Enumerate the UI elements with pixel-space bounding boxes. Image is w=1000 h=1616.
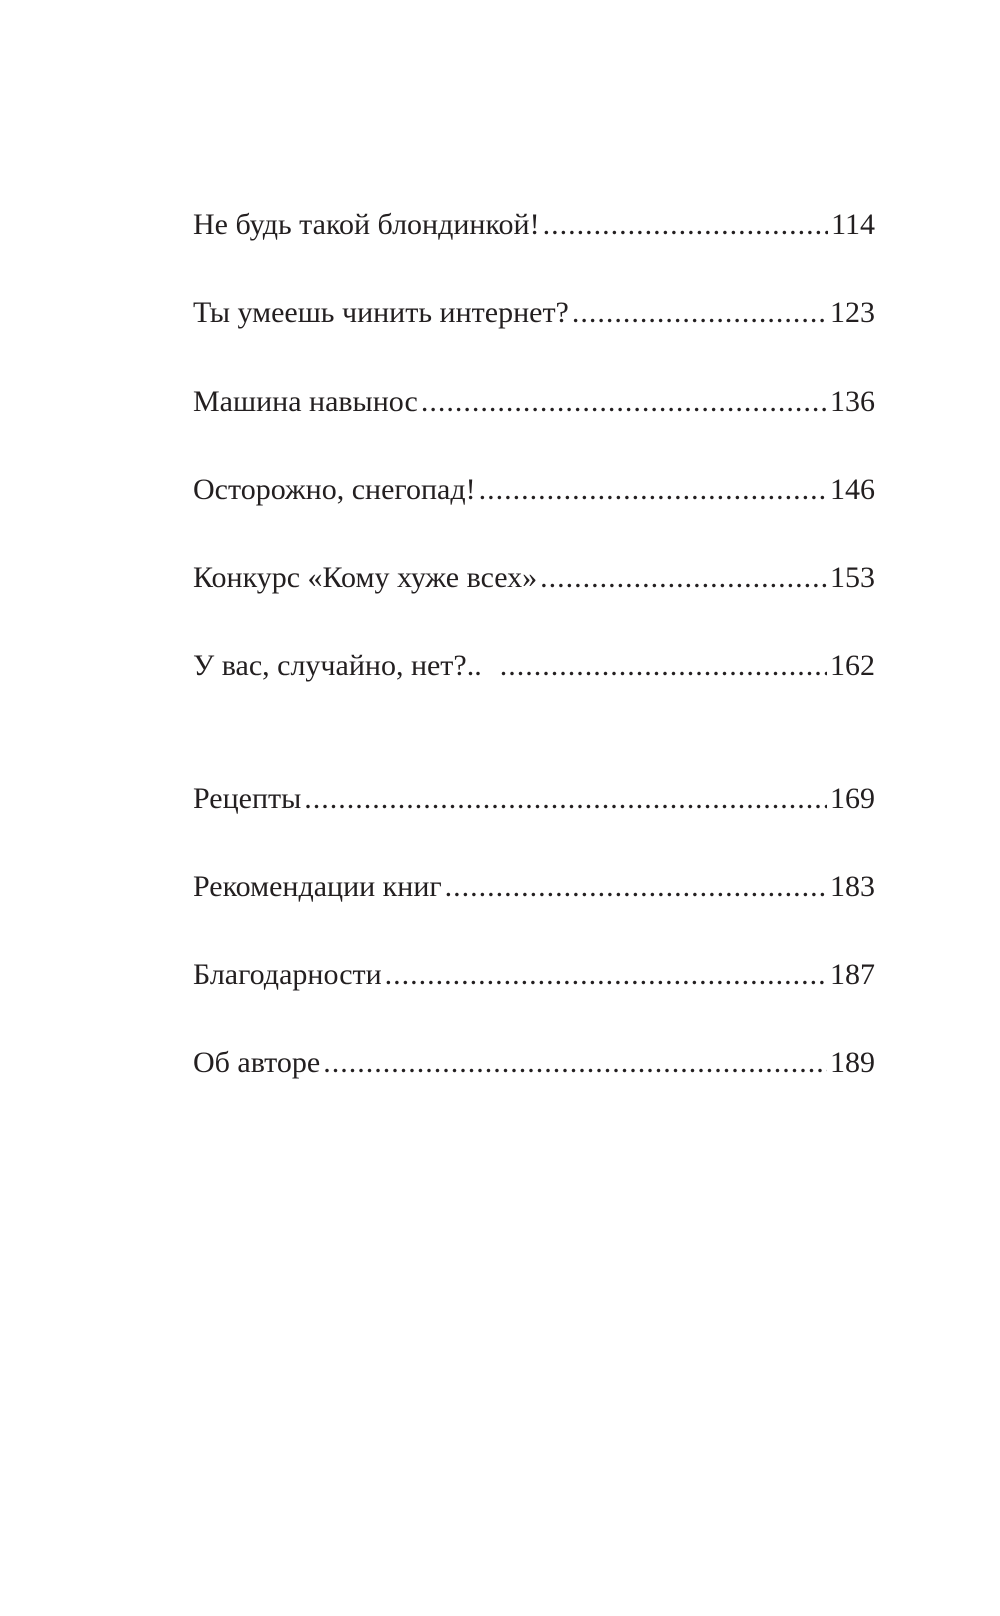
toc-entry-title: Ты умеешь чинить интернет? xyxy=(193,296,569,329)
toc-entry-page: 114 xyxy=(831,208,875,241)
toc-entry-page: 123 xyxy=(830,296,875,329)
toc-entry-page: 153 xyxy=(830,561,875,594)
toc-entry-title: У вас, случайно, нет?.. xyxy=(193,649,482,682)
toc-entry-title: Рекомендации книг xyxy=(193,870,442,903)
toc-entry xyxy=(193,646,875,686)
table-of-contents xyxy=(193,0,875,1616)
dot-leader xyxy=(304,779,827,819)
toc-entry xyxy=(193,779,875,819)
toc-entry xyxy=(193,293,875,333)
toc-entry xyxy=(193,558,875,598)
dot-leader xyxy=(421,382,827,422)
dot-leader xyxy=(572,293,827,333)
toc-entry-page: 136 xyxy=(830,385,875,418)
dot-leader xyxy=(385,955,827,995)
dot-leader xyxy=(445,867,827,907)
dot-leader xyxy=(540,558,827,598)
dot-leader xyxy=(543,205,829,245)
toc-entry-page: 187 xyxy=(830,958,875,991)
toc-entry-title: Конкурс «Кому хуже всех» xyxy=(193,561,538,594)
toc-entry xyxy=(193,382,875,422)
dot-leader xyxy=(500,646,827,686)
toc-entry xyxy=(193,470,875,510)
toc-entry-title: Об авторе xyxy=(193,1046,321,1079)
toc-entry xyxy=(193,867,875,907)
dot-leader xyxy=(479,470,827,510)
toc-entry-page: 189 xyxy=(830,1046,875,1079)
toc-entry xyxy=(193,1043,875,1083)
toc-entry-title: Машина навынос xyxy=(193,385,418,418)
toc-entry-title: Осторожно, снегопад! xyxy=(193,473,476,506)
toc-entry xyxy=(193,205,875,245)
toc-entry-page: 169 xyxy=(830,782,875,815)
toc-entry-page: 146 xyxy=(830,473,875,506)
dot-leader xyxy=(323,1043,827,1083)
toc-entry-title: Рецепты xyxy=(193,782,302,815)
toc-entry-page: 162 xyxy=(830,649,875,682)
toc-entry-title: Не будь такой блондинкой! xyxy=(193,208,540,241)
toc-entry-page: 183 xyxy=(830,870,875,903)
toc-entry-title: Благодарности xyxy=(193,958,382,991)
toc-entry xyxy=(193,955,875,995)
